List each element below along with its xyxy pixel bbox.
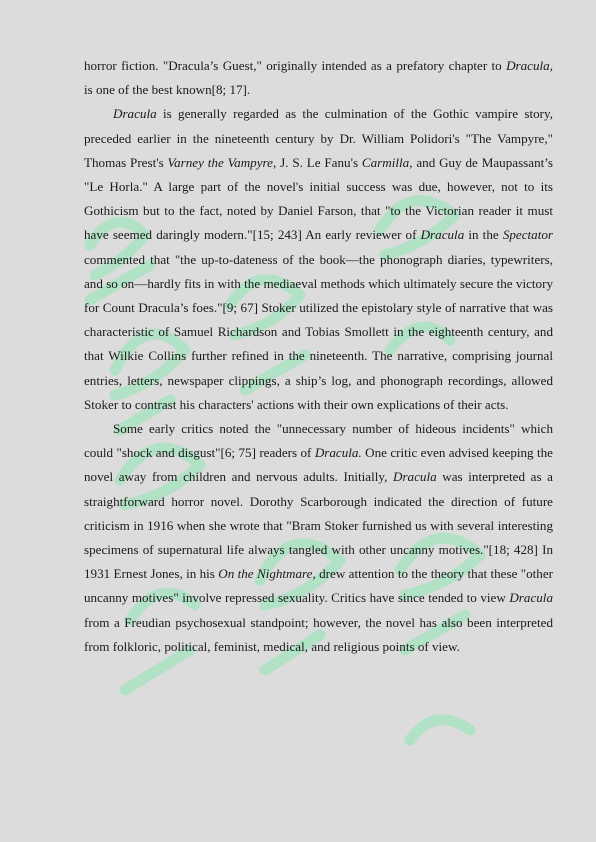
paragraph — [84, 102, 553, 417]
text-run: and Guy de Maupassant’s "Le Horla." A large part of the novel's initial success was due, however, not to its Gothicism but to the fact, noted by Daniel Farson, that "to the Victorian reader it must have seemed daringly modern."[15; 243] An early reviewer of — [84, 154, 554, 243]
text-run: is one of the best known[8; 17]. — [84, 82, 251, 98]
text-run: Some early critics noted the "unnecessary number of hideous incidents" which could "shock and disgust"[6; 75] readers of — [84, 421, 553, 461]
text-run: in the — [464, 227, 503, 243]
italic-title: On the Nightmare, — [218, 566, 316, 582]
paragraph — [84, 417, 553, 659]
text-run: commented that "the up-to-dateness of the book—the phonograph diaries, typewriters, and so on—hardly fits in with the mediaeval methods which ultimately secure the victory for Count Dracula’s foes."[9; 67] Stoker utilized the epistolary style of narrative that was characteristic of Samuel Richardson and Tobias Smollett in the eighteenth century, and that Wilkie Collins further refined in the nineteenth. The narrative, comprising journal entries, letters, newspaper clippings, a ship’s log, and phonograph recordings, allowed Stoker to contrast his characters' actions with their own explications of their acts. — [84, 251, 553, 412]
body-text — [84, 54, 553, 659]
italic-title: Dracula — [113, 106, 157, 122]
italic-title: Dracula — [509, 590, 553, 606]
text-run: drew attention to the theory that these "other uncanny motives" involve repressed sexuality. Critics have since tended to view — [84, 566, 553, 606]
text-run: horror fiction. "Dracula’s Guest," originally intended as a prefatory chapter to — [84, 58, 507, 73]
text-run: One critic even advised keeping the novel away from children and nervous adults. Initially, — [84, 445, 553, 485]
italic-title: Dracula — [392, 469, 437, 485]
text-run: is generally regarded as the culmination of the Gothic vampire story, preceded earlier in the nineteenth century by Dr. William Polidori's "The Vampyre," Thomas Prest's — [84, 106, 553, 170]
text-run: was interpreted as a straightforward horror novel. Dorothy Scarborough indicated the direction of future criticism in 1916 when she wrote that "Bram Stoker furnished us with several interesting specimens of supernatural life always tangled with other uncanny motives."[18; 428] In 1931 Ernest Jones, in his — [84, 469, 553, 582]
italic-title: Dracula, — [506, 58, 553, 73]
italic-title: Spectator — [502, 227, 553, 243]
italic-title: Carmilla, — [361, 154, 413, 170]
italic-title: Dracula. — [314, 445, 362, 461]
paragraph — [84, 54, 553, 102]
italic-title: Varney the Vampyre, — [167, 154, 277, 170]
text-run: J. S. Le Fanu's — [276, 154, 362, 170]
text-run: from a Freudian psychosexual standpoint; however, the novel has also been interpreted from folkloric, political, feminist, medical, and religious points of view. — [84, 614, 553, 654]
italic-title: Dracula — [420, 227, 465, 243]
